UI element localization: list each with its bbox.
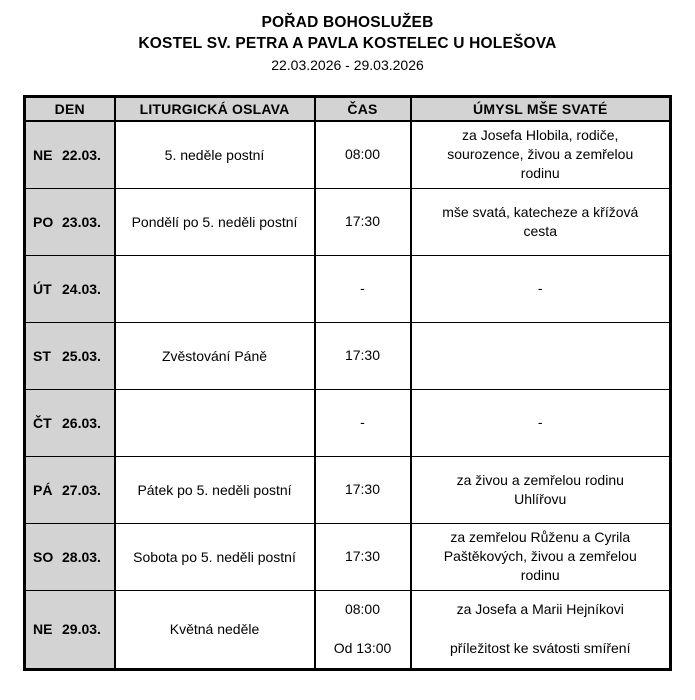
day-cell <box>25 121 115 189</box>
day-date: 26.03. <box>62 414 101 431</box>
page-subtitle: KOSTEL SV. PETRA A PAVLA KOSTELEC U HOLEŠOVA <box>138 35 557 52</box>
celebration-label: Pátek po 5. neděli postní <box>137 481 292 498</box>
time-cell <box>315 590 411 669</box>
day-date: 28.03. <box>62 548 101 565</box>
intention-value: za zemřelou Růženu a Cyrila Paštěkových, živou a zemřelou rodinu <box>443 529 637 583</box>
celebration-cell <box>115 121 315 189</box>
celebration-cell <box>115 456 315 523</box>
day-abbreviation: NE <box>33 146 53 163</box>
column-header-cas: ČAS <box>315 97 411 121</box>
time-value: - <box>360 414 365 430</box>
intention-cell <box>411 121 671 189</box>
day-abbreviation: SO <box>33 548 54 565</box>
time-cell <box>315 389 411 456</box>
celebration-label: 5. neděle postní <box>164 146 265 163</box>
time-cell <box>315 322 411 389</box>
day-abbreviation: NE <box>33 621 53 637</box>
day-abbreviation: PÁ <box>33 481 53 498</box>
time-value: - <box>360 280 365 296</box>
time-value: 08:00 <box>344 601 381 618</box>
intention-value: mše svatá, katecheze a křížová cesta <box>442 203 639 239</box>
intention-cell <box>411 456 671 523</box>
time-cell <box>315 456 411 523</box>
intention-value: za Josefa a Marii Hejníkovi <box>456 601 624 618</box>
day-date: 22.03. <box>62 146 101 163</box>
table-row <box>25 389 671 456</box>
day-date: 29.03. <box>62 621 101 637</box>
table-row <box>25 456 671 523</box>
intention-value: za Josefa Hlobila, rodiče, sourozence, živou a zemřelou rodinu <box>447 127 634 181</box>
column-header-umysl-mse-svate: ÚMYSL MŠE SVATÉ <box>411 97 671 121</box>
time-cell <box>315 523 411 590</box>
table-row <box>25 188 671 255</box>
celebration-cell <box>115 590 315 669</box>
table-row <box>25 322 671 389</box>
header-row <box>25 97 671 121</box>
day-cell <box>25 188 115 255</box>
celebration-cell <box>115 322 315 389</box>
celebration-cell <box>115 255 315 322</box>
schedule-table <box>23 95 672 671</box>
page-title: POŘAD BOHOSLUŽEB <box>261 14 434 31</box>
celebration-label: Zvěstování Páně <box>161 347 268 364</box>
intention-cell <box>411 255 671 322</box>
intention-cell <box>411 322 671 389</box>
intention-cell <box>411 389 671 456</box>
celebration-cell <box>115 188 315 255</box>
day-abbreviation: PO <box>33 213 54 230</box>
celebration-cell <box>115 523 315 590</box>
day-cell <box>25 389 115 456</box>
day-cell <box>25 322 115 389</box>
time-value-secondary: Od 13:00 <box>333 639 392 656</box>
intention-value-secondary: příležitost ke svátosti smíření <box>449 639 631 656</box>
day-date: 27.03. <box>62 481 101 498</box>
table-row <box>25 121 671 189</box>
intention-value: - <box>537 414 543 430</box>
celebration-label: Květná neděle <box>169 621 260 637</box>
day-date: 24.03. <box>62 280 101 297</box>
celebration-label: Sobota po 5. neděli postní <box>133 548 296 565</box>
day-cell <box>25 523 115 590</box>
time-value: 08:00 <box>344 146 381 162</box>
date-range: 22.03.2026 - 29.03.2026 <box>271 57 424 73</box>
column-header-liturgicka-oslava: LITURGICKÁ OSLAVA <box>115 97 315 121</box>
time-value: 17:30 <box>344 213 381 229</box>
day-cell <box>25 255 115 322</box>
time-value: 17:30 <box>344 548 381 564</box>
table-row <box>25 590 671 669</box>
time-cell <box>315 121 411 189</box>
intention-cell <box>411 188 671 255</box>
table-row <box>25 255 671 322</box>
day-abbreviation: ÚT <box>33 280 52 297</box>
day-date: 25.03. <box>62 347 101 364</box>
celebration-cell <box>115 389 315 456</box>
document-header <box>0 0 695 76</box>
day-abbreviation: ČT <box>33 414 52 431</box>
time-value: 17:30 <box>344 481 381 497</box>
intention-cell <box>411 523 671 590</box>
intention-cell <box>411 590 671 669</box>
schedule-table-body <box>25 121 671 670</box>
time-cell <box>315 255 411 322</box>
day-cell <box>25 456 115 523</box>
day-date: 23.03. <box>62 213 101 230</box>
day-abbreviation: ST <box>33 347 51 364</box>
time-cell <box>315 188 411 255</box>
column-header-den: DEN <box>25 97 115 121</box>
intention-value: - <box>537 280 543 296</box>
intention-value: za živou a zemřelou rodinu Uhlířovu <box>456 471 624 507</box>
celebration-label: Pondělí po 5. neděli postní <box>131 213 298 230</box>
day-cell <box>25 590 115 669</box>
time-value: 17:30 <box>344 347 381 363</box>
schedule-table-head <box>25 97 671 121</box>
table-row <box>25 523 671 590</box>
